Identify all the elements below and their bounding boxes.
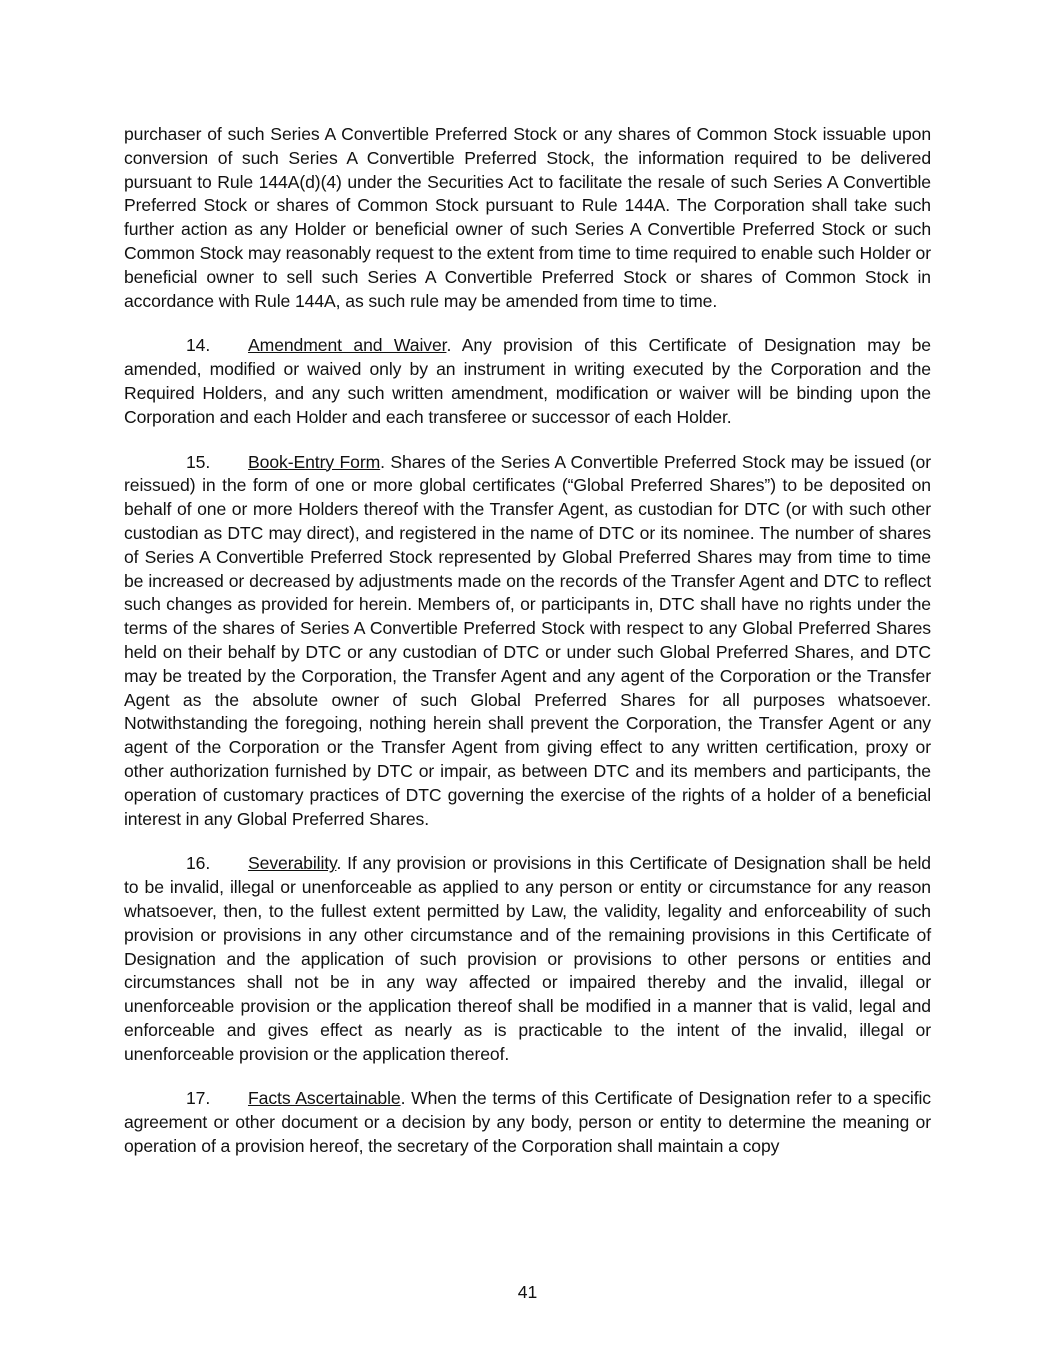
section-15-book-entry-form [124, 451, 931, 832]
paragraph-text: . If any provision or provisions in this Certificate of Designation shall be held to be invalid, illegal or unenforceable as applied to any person or entity or circumstance for any reason whatsoever, then, to the fullest extent permitted by Law, the validity, legality and enforceability of such provision or provisions in any other circumstance and of the remaining provisions in this Certificate of Designation and the application of such provision or provisions to other persons or entities and circumstances shall not be in any way affected or impaired thereby and the invalid, illegal or unenforceable provision or the application thereof shall be modified in a manner that is valid, legal and enforceable and gives effect as nearly as is practicable to the intent of the invalid, illegal or unenforceable provision or the application thereof. [124, 853, 931, 1064]
document-page [124, 123, 931, 1180]
section-number: 17. [186, 1088, 211, 1109]
page-number: 41 [517, 1282, 538, 1302]
paragraph-text: . Any provision of this Certificate of Designation may be amended, modified or waived only by an instrument in writing executed by the Corporation and the Required Holders, and any such written amendment, modification or waiver will be binding upon the Corporation and each Holder and each transferee or successor of each Holder. [124, 335, 931, 427]
section-number: 16. [186, 853, 211, 874]
paragraph-continuation [124, 123, 931, 313]
paragraph-text: purchaser of such Series A Convertible Preferred Stock or any shares of Common Stock issuable upon conversion of such Series A Convertible Preferred Stock, the information required to be delivered pursuant to Rule 144A(d)(4) under the Securities Act to facilitate the resale of such Series A Convertible Preferred Stock or shares of Common Stock pursuant to Rule 144A. The Corporation shall take such further action as any Holder or beneficial owner of such Series A Convertible Preferred Stock or such Common Stock may reasonably request to the extent from time to time required to enable such Holder or beneficial owner to sell such Series A Convertible Preferred Stock or shares of Common Stock in accordance with Rule 144A, as such rule may be amended from time to time. [124, 124, 931, 311]
section-number: 14. [186, 335, 211, 356]
section-heading: Facts Ascertainable [248, 1088, 401, 1109]
paragraph-text: . When the terms of this Certificate of Designation refer to a specific agreement or other document or a decision by any body, person or entity to determine the meaning or operation of a provision hereof, the secretary of the Corporation shall maintain a copy [124, 1088, 931, 1157]
section-number: 15. [186, 451, 211, 472]
paragraph-text: . Shares of the Series A Convertible Preferred Stock may be issued (or reissued) in the form of one or more global certificates (“Global Preferred Shares”) to be deposited on behalf of one or more Holders thereof with the Transfer Agent, as custodian for DTC (or with such other custodian as DTC may direct), and registered in the name of DTC or its nominee. The number of shares of Series A Convertible Preferred Stock represented by Global Preferred Shares may from time to time be increased or decreased by adjustments made on the records of the Transfer Agent and DTC to reflect such changes as provided for herein. Members of, or participants in, DTC shall have no rights under the terms of the shares of Series A Convertible Preferred Stock with respect to any Global Preferred Shares held on their behalf by DTC or any custodian of DTC or under such Global Preferred Shares, and DTC may be treated by the Corporation, the Transfer Agent and any agent of the Corporation or the Transfer Agent as the absolute owner of such Global Preferred Shares for all purposes whatsoever. Notwithstanding the foregoing, nothing herein shall prevent the Corporation, the Transfer Agent or any agent of the Corporation or the Transfer Agent from giving effect to any written certification, proxy or other authorization furnished by DTC or impair, as between DTC and its members and participants, the operation of customary practices of DTC governing the exercise of the rights of a holder of a beneficial interest in any Global Preferred Shares. [124, 451, 931, 829]
section-17-facts-ascertainable [124, 1087, 931, 1158]
section-heading: Book-Entry Form [248, 451, 381, 472]
section-14-amendment-and-waiver [124, 334, 931, 429]
section-heading: Amendment and Waiver [248, 335, 447, 356]
section-heading: Severability [248, 853, 337, 874]
section-16-severability [124, 852, 931, 1066]
